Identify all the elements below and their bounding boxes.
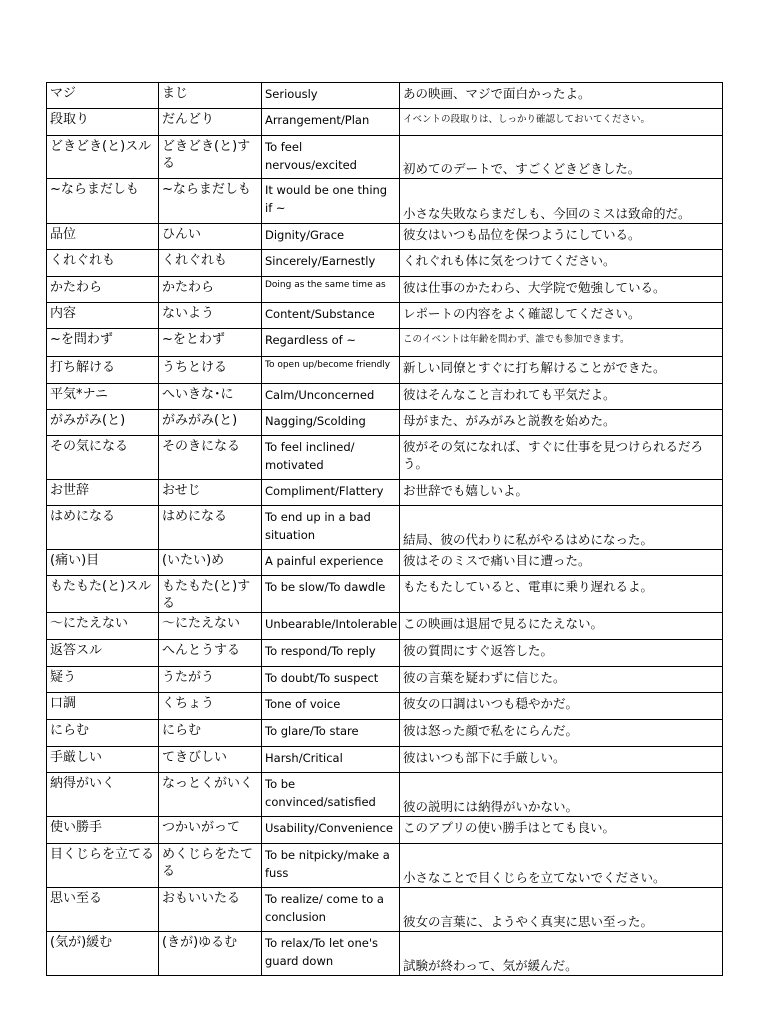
- example-cell: 彼の質問にすぐ返答した。: [400, 640, 723, 667]
- reading-cell: ~をとわず: [159, 329, 262, 357]
- word-cell: 疑う: [47, 667, 159, 693]
- reading-cell: くちょう: [159, 693, 262, 720]
- reading-cell: がみがみ(と): [159, 410, 262, 436]
- example-cell: くれぐれも体に気をつけてください。: [400, 250, 723, 277]
- meaning-cell: To feel inclined/ motivated: [262, 436, 400, 480]
- table-row: [47, 576, 723, 613]
- example-cell: あの映画、マジで面白かったよ。: [400, 83, 723, 109]
- table-row: [47, 693, 723, 720]
- example-cell: 試験が終わって、気が緩んだ。: [400, 932, 723, 976]
- example-cell: このイベントは年齢を問わず、誰でも参加できます。: [400, 329, 723, 357]
- table-row: [47, 136, 723, 179]
- table-row: [47, 747, 723, 773]
- table-row: [47, 720, 723, 747]
- example-cell: もたもたしていると、電車に乗り遅れるよ。: [400, 576, 723, 613]
- reading-cell: にらむ: [159, 720, 262, 747]
- meaning-cell: Harsh/Critical: [262, 747, 400, 773]
- word-cell: (痛い)目: [47, 550, 159, 576]
- example-cell: 彼は仕事のかたわら、大学院で勉強している。: [400, 277, 723, 303]
- word-cell: どきどき(と)スル: [47, 136, 159, 179]
- word-cell: 平気*ナニ: [47, 384, 159, 410]
- meaning-cell: To be slow/To dawdle: [262, 576, 400, 613]
- meaning-cell: To open up/become friendly: [262, 357, 400, 384]
- table-row: [47, 888, 723, 932]
- meaning-cell: To end up in a bad situation: [262, 506, 400, 550]
- table-row: [47, 844, 723, 888]
- example-cell: 彼の説明には納得がいかない。: [400, 773, 723, 817]
- table-row: [47, 613, 723, 640]
- reading-cell: ～にたえない: [159, 613, 262, 640]
- table-row: [47, 357, 723, 384]
- example-cell: 彼はそのミスで痛い目に遭った。: [400, 550, 723, 576]
- example-cell: 彼の言葉を疑わずに信じた。: [400, 667, 723, 693]
- meaning-cell: Seriously: [262, 83, 400, 109]
- word-cell: かたわら: [47, 277, 159, 303]
- reading-cell: おもいいたる: [159, 888, 262, 932]
- meaning-cell: Tone of voice: [262, 693, 400, 720]
- word-cell: くれぐれも: [47, 250, 159, 277]
- reading-cell: もたもた(と)する: [159, 576, 262, 613]
- word-cell: にらむ: [47, 720, 159, 747]
- table-row: [47, 109, 723, 136]
- reading-cell: へんとうする: [159, 640, 262, 667]
- word-cell: 納得がいく: [47, 773, 159, 817]
- reading-cell: はめになる: [159, 506, 262, 550]
- word-cell: 目くじらを立てる: [47, 844, 159, 888]
- meaning-cell: To realize/ come to a conclusion: [262, 888, 400, 932]
- word-cell: 打ち解ける: [47, 357, 159, 384]
- table-row: [47, 224, 723, 250]
- word-cell: 内容: [47, 303, 159, 329]
- example-cell: 新しい同僚とすぐに打ち解けることができた。: [400, 357, 723, 384]
- table-row: [47, 506, 723, 550]
- example-cell: 彼はいつも部下に手厳しい。: [400, 747, 723, 773]
- example-cell: 彼がその気になれば、すぐに仕事を見つけられるだろう。: [400, 436, 723, 480]
- meaning-cell: Dignity/Grace: [262, 224, 400, 250]
- word-cell: マジ: [47, 83, 159, 109]
- table-row: [47, 410, 723, 436]
- reading-cell: まじ: [159, 83, 262, 109]
- reading-cell: ないよう: [159, 303, 262, 329]
- word-cell: その気になる: [47, 436, 159, 480]
- reading-cell: だんどり: [159, 109, 262, 136]
- word-cell: 段取り: [47, 109, 159, 136]
- word-cell: 品位: [47, 224, 159, 250]
- reading-cell: (いたい)め: [159, 550, 262, 576]
- meaning-cell: To be nitpicky/make a fuss: [262, 844, 400, 888]
- example-cell: 彼女はいつも品位を保つようにしている。: [400, 224, 723, 250]
- example-cell: 彼はそんなこと言われても平気だよ。: [400, 384, 723, 410]
- meaning-cell: Compliment/Flattery: [262, 480, 400, 506]
- reading-cell: かたわら: [159, 277, 262, 303]
- word-cell: (気が)緩む: [47, 932, 159, 976]
- meaning-cell: To glare/To stare: [262, 720, 400, 747]
- reading-cell: うちとける: [159, 357, 262, 384]
- word-cell: もたもた(と)スル: [47, 576, 159, 613]
- table-row: [47, 550, 723, 576]
- meaning-cell: Calm/Unconcerned: [262, 384, 400, 410]
- example-cell: 初めてのデートで、すごくどきどきした。: [400, 136, 723, 179]
- meaning-cell: Arrangement/Plan: [262, 109, 400, 136]
- word-cell: 口調: [47, 693, 159, 720]
- meaning-cell: To doubt/To suspect: [262, 667, 400, 693]
- table-row: [47, 817, 723, 844]
- vocabulary-table-body: [47, 83, 723, 976]
- reading-cell: ひんい: [159, 224, 262, 250]
- meaning-cell: Regardless of ~: [262, 329, 400, 357]
- table-row: [47, 277, 723, 303]
- table-row: [47, 640, 723, 667]
- reading-cell: つかいがって: [159, 817, 262, 844]
- meaning-cell: Nagging/Scolding: [262, 410, 400, 436]
- table-row: [47, 384, 723, 410]
- table-row: [47, 436, 723, 480]
- table-row: [47, 250, 723, 277]
- meaning-cell: To relax/To let one's guard down: [262, 932, 400, 976]
- example-cell: 小さな失敗ならまだしも、今回のミスは致命的だ。: [400, 179, 723, 224]
- table-row: [47, 329, 723, 357]
- table-row: [47, 179, 723, 224]
- reading-cell: めくじらをたてる: [159, 844, 262, 888]
- reading-cell: どきどき(と)する: [159, 136, 262, 179]
- example-cell: 小さなことで目くじらを立てないでください。: [400, 844, 723, 888]
- reading-cell: へいきな･に: [159, 384, 262, 410]
- word-cell: 思い至る: [47, 888, 159, 932]
- word-cell: ～にたえない: [47, 613, 159, 640]
- word-cell: 手厳しい: [47, 747, 159, 773]
- word-cell: 返答スル: [47, 640, 159, 667]
- meaning-cell: A painful experience: [262, 550, 400, 576]
- meaning-cell: Unbearable/Intolerable: [262, 613, 400, 640]
- table-row: [47, 667, 723, 693]
- meaning-cell: It would be one thing if ~: [262, 179, 400, 224]
- reading-cell: (きが)ゆるむ: [159, 932, 262, 976]
- meaning-cell: Sincerely/Earnestly: [262, 250, 400, 277]
- vocabulary-table: [46, 82, 723, 976]
- example-cell: レポートの内容をよく確認してください。: [400, 303, 723, 329]
- reading-cell: なっとくがいく: [159, 773, 262, 817]
- word-cell: がみがみ(と): [47, 410, 159, 436]
- example-cell: このアプリの使い勝手はとても良い。: [400, 817, 723, 844]
- example-cell: 結局、彼の代わりに私がやるはめになった。: [400, 506, 723, 550]
- example-cell: 彼女の口調はいつも穏やかだ。: [400, 693, 723, 720]
- reading-cell: おせじ: [159, 480, 262, 506]
- example-cell: イベントの段取りは、しっかり確認しておいてください。: [400, 109, 723, 136]
- table-row: [47, 303, 723, 329]
- word-cell: 使い勝手: [47, 817, 159, 844]
- table-row: [47, 773, 723, 817]
- reading-cell: ~ならまだしも: [159, 179, 262, 224]
- table-row: [47, 932, 723, 976]
- reading-cell: そのきになる: [159, 436, 262, 480]
- example-cell: この映画は退屈で見るにたえない。: [400, 613, 723, 640]
- example-cell: お世辞でも嬉しいよ。: [400, 480, 723, 506]
- example-cell: 彼女の言葉に、ようやく真実に思い至った。: [400, 888, 723, 932]
- meaning-cell: To feel nervous/excited: [262, 136, 400, 179]
- word-cell: ~を問わず: [47, 329, 159, 357]
- word-cell: お世辞: [47, 480, 159, 506]
- table-row: [47, 83, 723, 109]
- word-cell: ~ならまだしも: [47, 179, 159, 224]
- reading-cell: てきびしい: [159, 747, 262, 773]
- meaning-cell: To respond/To reply: [262, 640, 400, 667]
- word-cell: はめになる: [47, 506, 159, 550]
- reading-cell: うたがう: [159, 667, 262, 693]
- meaning-cell: Usability/Convenience: [262, 817, 400, 844]
- meaning-cell: Content/Substance: [262, 303, 400, 329]
- example-cell: 彼は怒った顔で私をにらんだ。: [400, 720, 723, 747]
- reading-cell: くれぐれも: [159, 250, 262, 277]
- meaning-cell: To be convinced/satisfied: [262, 773, 400, 817]
- meaning-cell: Doing as the same time as: [262, 277, 400, 303]
- table-row: [47, 480, 723, 506]
- example-cell: 母がまた、がみがみと説教を始めた。: [400, 410, 723, 436]
